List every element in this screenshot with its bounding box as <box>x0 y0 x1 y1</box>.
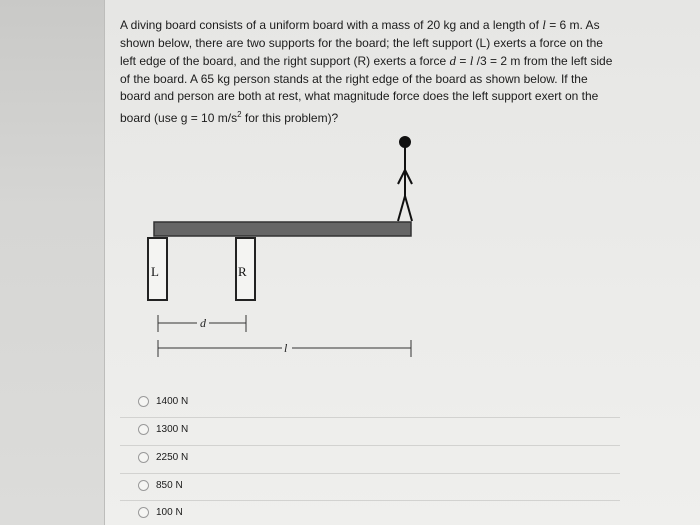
answer-option-4[interactable] <box>138 477 183 493</box>
question-part-4: for this problem)? <box>241 110 339 125</box>
radio-button[interactable] <box>138 424 149 435</box>
question-part-2: = 6 m. As shown below, there are two supports for the board; the left support (L) exerts a force on the left edge of the board, and the right support (R) exerts a force <box>120 18 603 68</box>
answer-option-5[interactable] <box>138 504 183 520</box>
option-label: 1300 N <box>156 423 189 435</box>
option-separator <box>120 473 620 474</box>
radio-button[interactable] <box>138 452 149 463</box>
left-support-label: L <box>151 264 159 279</box>
length-symbol: l <box>542 17 546 32</box>
diving-board <box>154 222 411 236</box>
superscript-2: 2 <box>237 109 242 119</box>
option-label: 100 N <box>156 506 183 518</box>
person-figure <box>398 137 412 221</box>
question-part-3: /3 = 2 m from the left side of the board. A 65 kg person stands at the right edge of the board as shown below. If the board and person are both at rest, what magnitude force does the left support exert on the board (use g = 10 m/s <box>120 54 613 125</box>
distance-symbol: d <box>449 53 457 68</box>
option-separator <box>120 417 620 418</box>
option-label: 850 N <box>156 479 183 491</box>
radio-button[interactable] <box>138 507 149 518</box>
d-dimension-label: d <box>200 316 206 330</box>
answer-option-1[interactable] <box>138 393 188 409</box>
option-separator <box>120 500 620 501</box>
l-dimension-label: l <box>284 341 288 355</box>
option-label: 2250 N <box>156 451 189 463</box>
radio-button[interactable] <box>138 480 149 491</box>
option-label: 1400 N <box>156 395 189 407</box>
option-separator <box>120 445 620 446</box>
length-symbol-2: l <box>469 53 474 68</box>
equals-sign: = <box>456 54 470 68</box>
radio-button[interactable] <box>138 396 149 407</box>
question-part-1: A diving board consists of a uniform board with a mass of 20 kg and a length of <box>120 18 543 32</box>
answer-option-3[interactable] <box>138 449 188 465</box>
right-support-label: R <box>238 264 247 279</box>
answer-option-2[interactable] <box>138 421 188 437</box>
